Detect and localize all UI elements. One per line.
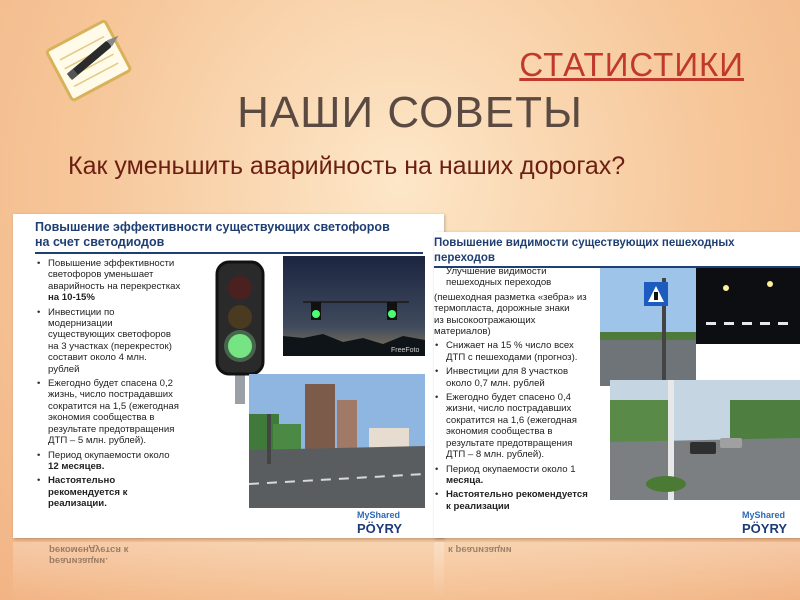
intro-item: Улучшение видимости пешеходных переходов (446, 266, 552, 289)
panel-heading (434, 236, 735, 266)
bullet-item: • Ежегодно будет спасена 0,2 жизнь, число пострадавших сократится на 1,5 (ежегодная экономия сообщества в результате предотвращения ДТП – 5 млн. рублей). (36, 378, 216, 446)
panel-heading-line-2: на счет светодиодов (35, 235, 165, 249)
bullet-list (434, 266, 604, 515)
wet-street-photo (610, 380, 800, 500)
bullet-item: • Инвестиции для 8 участков около 0,7 млн. рублей (434, 366, 604, 389)
left-panel-reflection (13, 542, 444, 600)
bullet-item: • Период окупаемости около 1 месяца. (434, 464, 604, 487)
reflection-text: к реализации (448, 544, 512, 555)
panel-heading (35, 220, 390, 250)
bullet-item: • Снижает на 15 % число всех ДТП с пешеходами (прогноз). (434, 340, 604, 363)
crosswalk-sign-photo (600, 268, 696, 386)
bullet-item: • Повышение эффективности светофоров уменьшает аварийность на перекрестках на 10-15% (36, 258, 216, 304)
right-panel-reflection (434, 542, 800, 600)
street-photo (249, 374, 425, 508)
reflection-text: реализации. рекомендуется к (49, 544, 129, 566)
bullet-item: • Ежегодно будет спасено 0,4 жизни, число пострадавших сократится на 1,6 (ежегодная экономия сообщества в результате предотвращения ДТП – 8 млн. рублей). (434, 392, 604, 460)
led-traffic-lights-panel (13, 214, 444, 538)
statistics-link[interactable]: СТАТИСТИКИ (519, 46, 744, 83)
bullet-item: • Настоятельно рекомендуется к реализации. (36, 475, 216, 509)
photo-caption: FreeFoto (391, 347, 420, 354)
slide-subtitle: Как уменьшить аварийность на наших дорогах? (68, 152, 626, 180)
bullet-item: • Период окупаемости около 12 месяцев. (36, 450, 216, 473)
panel-heading-line-1: Повышение эффективности существующих светофоров (35, 220, 390, 234)
panel-heading-line-2: переходов (434, 252, 495, 264)
slide-title: НАШИ СОВЕТЫ (237, 88, 583, 137)
night-crosswalk-photo (696, 268, 800, 344)
bullet-list (36, 258, 216, 513)
intro-note: (пешеходная разметка «зебра» из термопласта, дорожные знаки из высокоотражающих материалов) (434, 291, 587, 338)
night-traffic-lights-photo (283, 256, 425, 356)
poyry-logo: MyShared PÖYRY (357, 510, 403, 536)
crosswalk-visibility-panel (434, 232, 800, 538)
poyry-logo: MyShared PÖYRY (742, 510, 788, 536)
bullet-item: • Настоятельно рекомендуется к реализации (434, 489, 604, 512)
bullet-item: • Инвестиции по модернизации существующих светофоров на 3 участках (перекресток) составит около 4 млн. рублей (36, 307, 216, 375)
panel-heading-line-1: Повышение видимости существующих пешеходных (434, 237, 735, 249)
